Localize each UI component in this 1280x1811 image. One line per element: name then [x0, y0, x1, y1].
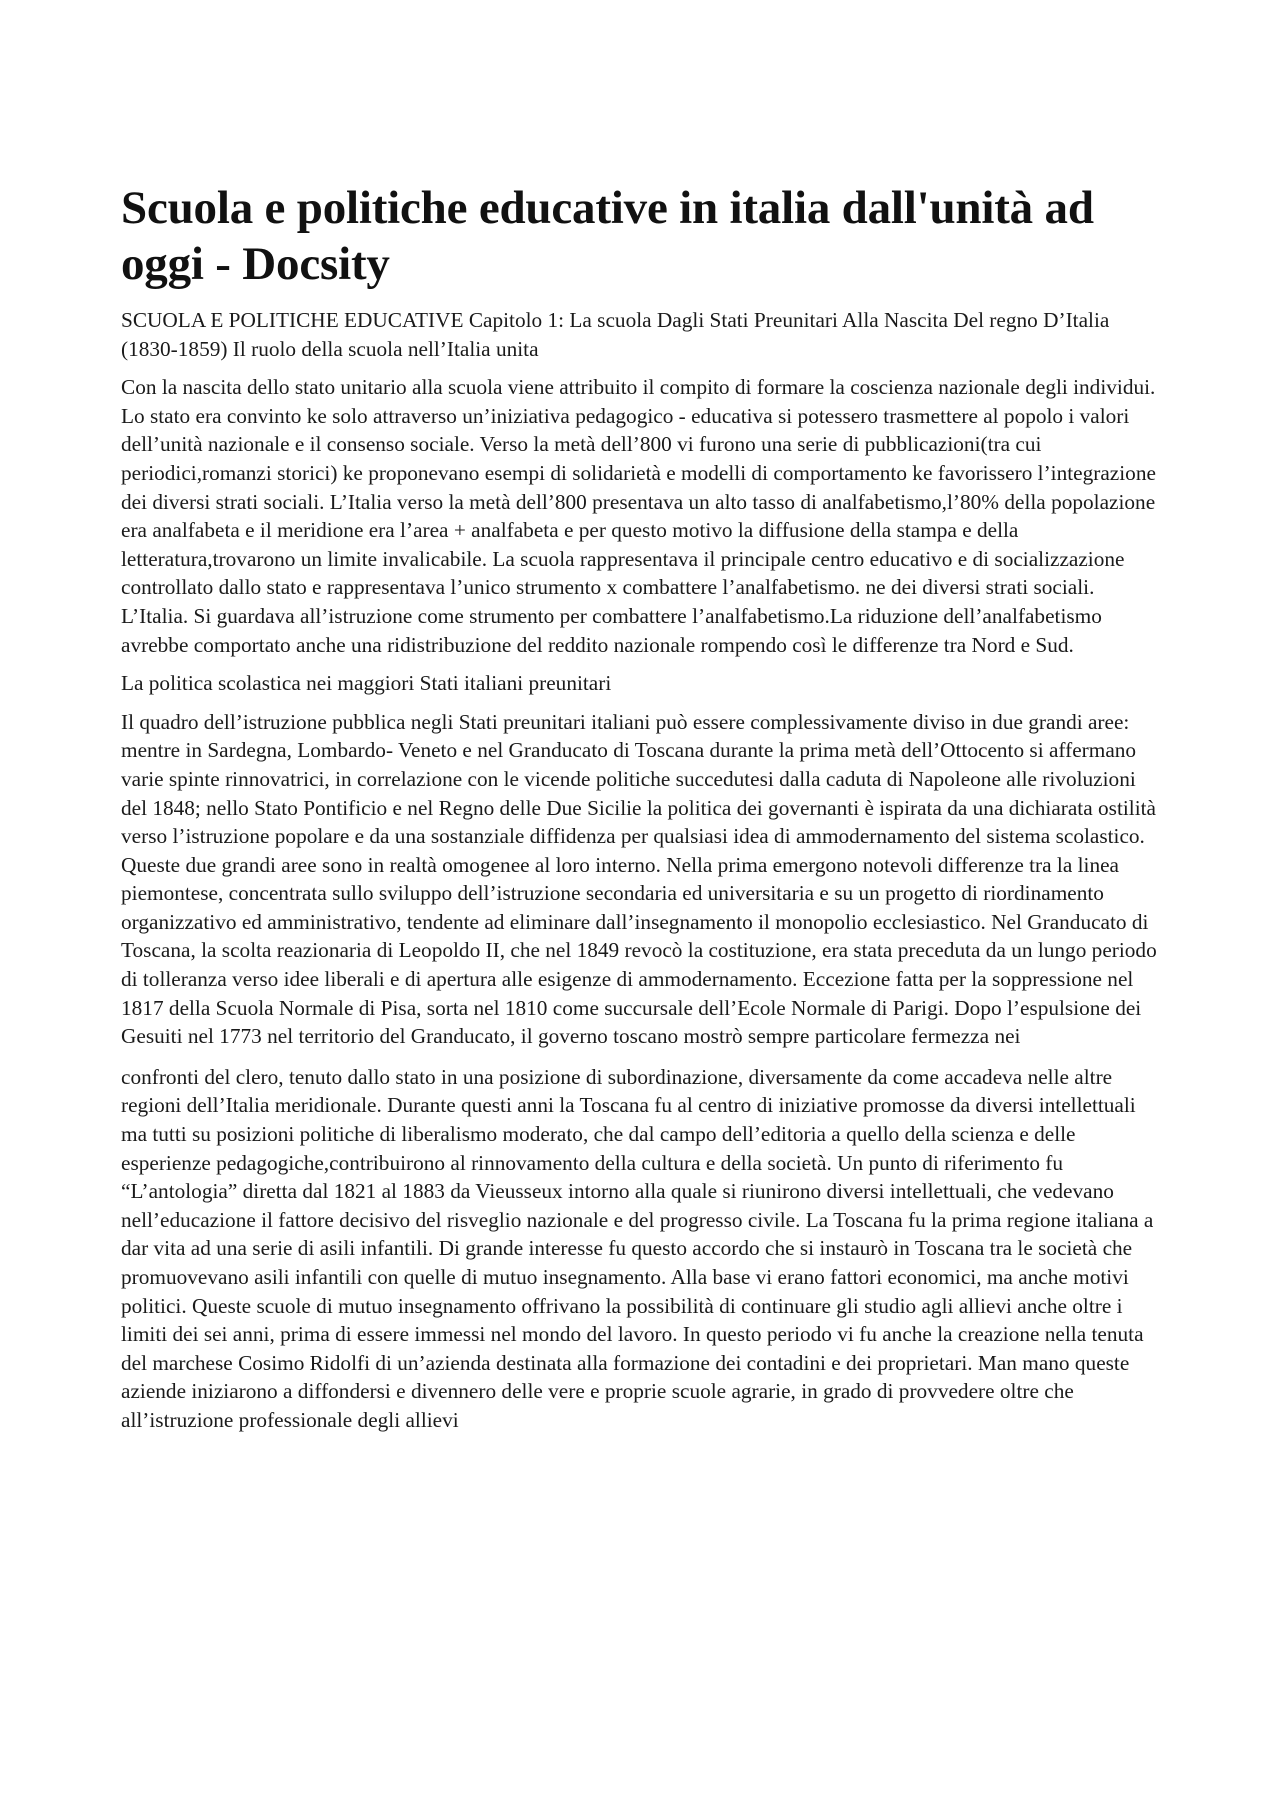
body-paragraph-2: Il quadro dell’istruzione pubblica negli Stati preunitari italiani può essere complessivamente diviso in due grandi aree: mentre in Sardegna, Lombardo- Veneto e nel Granducato di Toscana durante la prima metà dell’Ottocento si affermano varie spinte rinnovatrici, in correlazione con le vicende politiche succedutesi dalla caduta di Napoleone alle rivoluzioni del 1848; nello Stato Pontificio e nel Regno delle Due Sicilie la politica dei governanti è ispirata da una dichiarata ostilità verso l’istruzione popolare e da una sostanziale diffidenza per qualsiasi idea di ammodernamento del sistema scolastico. Queste due grandi aree sono in realtà omogenee al loro interno. Nella prima emergono notevoli differenze tra la linea piemontese, concentrata sullo sviluppo dell’istruzione secondaria ed universitaria e su un progetto di riordinamento organizzativo ed amministrativo, tendente ad eliminare dall’insegnamento il monopolio ecclesiastico. Nel Granducato di Toscana, la scolta reazionaria di Leopoldo II, che nel 1849 revocò la costituzione, era stata preceduta da un lungo periodo di tolleranza verso idee liberali e di apertura alle esigenze di ammodernamento. Eccezione fatta per la soppressione nel 1817 della Scuola Normale di Pisa, sorta nel 1810 come succursale dell’Ecole Normale di Parigi. Dopo l’espulsione dei Gesuiti nel 1773 nel territorio del Granducato, il governo toscano mostrò sempre particolare fermezza nei	[121, 709, 1157, 1049]
document-page	[121, 180, 1161, 1445]
intro-paragraph: SCUOLA E POLITICHE EDUCATIVE Capitolo 1: La scuola Dagli Stati Preunitari Alla Nascita Del regno D’Italia (1830-1859) Il ruolo della scuola nell’Italia unita	[121, 308, 1110, 361]
section-subheading: La politica scolastica nei maggiori Stati italiani preunitari	[121, 671, 612, 696]
body-paragraph-1: Con la nascita dello stato unitario alla scuola viene attribuito il compito di formare la coscienza nazionale degli individui. Lo stato era convinto ke solo attraverso un’iniziativa pedagogico - educativa si potessero trasmettere al popolo i valori dell’unità nazionale e il consenso sociale. Verso la metà dell’800 vi furono una serie di pubblicazioni(tra cui periodici,romanzi storici) ke proponevano esempi di solidarietà e modelli di comportamento ke favorissero l’integrazione dei diversi strati sociali. L’Italia verso la metà dell’800 presentava un alto tasso di analfabetismo,l’80% della popolazione era analfabeta e il meridione era l’area + analfabeta e per questo motivo la diffusione della stampa e della letteratura,trovarono un limite invalicabile. La scuola rappresentava il principale centro educativo e di socializzazione controllato dallo stato e rappresentava l’unico strumento x combattere l’analfabetismo. ne dei diversi strati sociali. L’Italia. Si guardava all’istruzione come strumento per combattere l’analfabetismo.La riduzione dell’analfabetismo avrebbe comportato anche una ridistribuzione del reddito nazionale rompendo così le differenze tra Nord e Sud.	[121, 375, 1156, 657]
body-paragraph-3: confronti del clero, tenuto dallo stato in una posizione di subordinazione, diversamente da come accadeva nelle altre regioni dell’Italia meridionale. Durante questi anni la Toscana fu al centro di iniziative promosse da diversi intellettuali ma tutti su posizioni politiche di liberalismo moderato, che dal campo dell’editoria a quello della scienza e delle esperienze pedagogiche,contribuirono al rinnovamento della cultura e della società. Un punto di riferimento fu “L’antologia” diretta dal 1821 al 1883 da Vieusseux intorno alla quale si riunirono diversi intellettuali, che vedevano nell’educazione il fattore decisivo del risveglio nazionale e del progresso civile. La Toscana fu la prima regione italiana a dar vita ad una serie di asili infantili. Di grande interesse fu questo accordo che si instaurò in Toscana tra le società che promuovevano asili infantili con quelle di mutuo insegnamento. Alla base vi erano fattori economici, ma anche motivi politici. Queste scuole di mutuo insegnamento offrivano la possibilità di continuare gli studio agli allievi anche oltre i limiti dei sei anni, prima di essere immessi nel mondo del lavoro. In questo periodo vi fu anche la creazione nella tenuta del marchese Cosimo Ridolfi di un’azienda destinata alla formazione dei contadini e dei proprietari. Man mano queste aziende iniziarono a diffondersi e divennero delle vere e proprie scuole agrarie, in grado di provvedere oltre che all’istruzione professionale degli allievi	[121, 1064, 1154, 1432]
document-title: Scuola e politiche educative in italia dall'unità ad oggi - Docsity	[121, 182, 1094, 290]
